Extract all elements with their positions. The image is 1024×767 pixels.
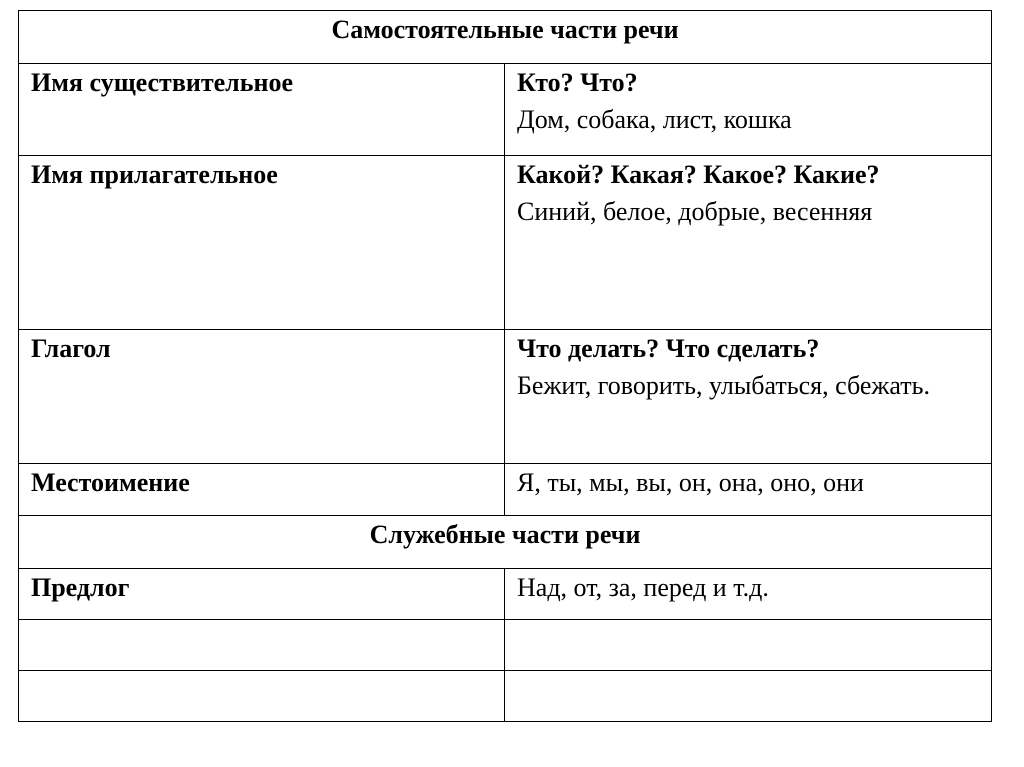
question-text: Что делать? Что сделать?	[517, 334, 820, 363]
section-header-row	[19, 516, 992, 569]
table-row	[19, 330, 992, 464]
description-cell	[505, 156, 992, 330]
table-row	[19, 464, 992, 516]
empty-cell	[19, 671, 505, 722]
table-row	[19, 156, 992, 330]
description-cell	[505, 330, 992, 464]
term-cell: Имя существительное	[19, 64, 505, 156]
empty-cell	[505, 671, 992, 722]
empty-cell	[505, 620, 992, 671]
section-header-row	[19, 11, 992, 64]
examples-text: Я, ты, мы, вы, он, она, оно, они	[517, 468, 864, 497]
empty-row	[19, 671, 992, 722]
table-row	[19, 569, 992, 620]
description-cell	[505, 569, 992, 620]
description-cell	[505, 64, 992, 156]
examples-text: Дом, собака, лист, кошка	[517, 105, 792, 134]
term-cell: Глагол	[19, 330, 505, 464]
table-row	[19, 64, 992, 156]
question-text: Кто? Что?	[517, 68, 638, 97]
independent-parts-header: Самостоятельные части речи	[19, 11, 992, 64]
examples-text: Бежит, говорить, улыбаться, сбежать.	[517, 371, 930, 400]
examples-text: Синий, белое, добрые, весенняя	[517, 197, 873, 226]
description-cell	[505, 464, 992, 516]
service-parts-header: Служебные части речи	[19, 516, 992, 569]
parts-of-speech-table	[18, 10, 992, 722]
term-cell: Предлог	[19, 569, 505, 620]
term-cell: Имя прилагательное	[19, 156, 505, 330]
term-cell: Местоимение	[19, 464, 505, 516]
empty-cell	[19, 620, 505, 671]
empty-row	[19, 620, 992, 671]
examples-text: Над, от, за, перед и т.д.	[517, 573, 769, 602]
question-text: Какой? Какая? Какое? Какие?	[517, 160, 880, 189]
